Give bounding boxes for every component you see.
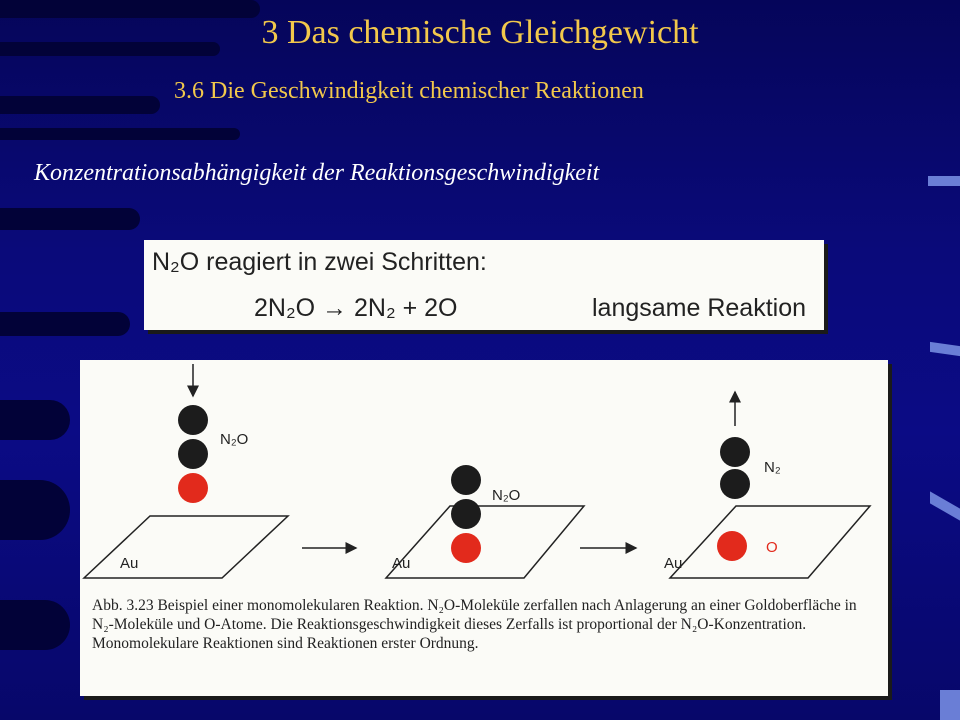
slide-subtitle: 3.6 Die Geschwindigkeit chemischer Reaktionen	[174, 78, 644, 104]
reaction-diagram	[80, 360, 888, 596]
equation-box	[144, 240, 824, 330]
nitrogen-atom	[178, 405, 208, 435]
background-stripe	[0, 480, 70, 540]
nitrogen-atom	[720, 437, 750, 467]
label-au-2: Au	[392, 555, 411, 572]
slide-title: 3 Das chemische Gleichgewicht	[261, 14, 699, 51]
oxygen-atom	[178, 473, 208, 503]
nitrogen-atom	[720, 469, 750, 499]
oxygen-atom	[717, 531, 747, 561]
background-stripe	[0, 400, 70, 440]
edge-stripe	[940, 690, 960, 720]
edge-stripe	[930, 491, 960, 520]
figure-box	[80, 360, 888, 696]
label-n2o-2: N₂O	[492, 487, 521, 504]
nitrogen-atom	[451, 465, 481, 495]
figure-caption: Abb. 3.23 Beispiel einer monomolekularen Reaktion. N₂O-Moleküle zerfallen nach Anlagerung an einer Goldoberfläche in N₂-Moleküle und O-Atome. Die Reaktionsgeschwindigkeit dieses Zerfalls ist proportional der N₂O-Konzentration. Monomolekulare Reaktionen sind Reaktionen erster Ordnung.	[92, 597, 857, 652]
background-stripe	[0, 128, 240, 140]
reaction-equation: 2N₂O → 2N₂ + 2O	[254, 294, 458, 322]
label-au-1: Au	[120, 555, 139, 572]
background-stripe	[0, 600, 70, 650]
nitrogen-atom	[178, 439, 208, 469]
background-stripe	[0, 96, 160, 114]
label-n2o-1: N₂O	[220, 431, 249, 448]
edge-stripe	[930, 342, 960, 356]
gold-surface-2	[386, 506, 584, 578]
background-stripe	[0, 312, 130, 336]
reaction-note: langsame Reaktion	[592, 294, 807, 322]
nitrogen-atom	[451, 499, 481, 529]
label-au-3: Au	[664, 555, 683, 572]
label-o: O	[766, 539, 778, 556]
edge-stripe	[928, 176, 960, 186]
background-stripe	[0, 208, 140, 230]
equation-intro: N₂O reagiert in zwei Schritten:	[152, 248, 487, 276]
section-heading: Konzentrationsabhängigkeit der Reaktionsgeschwindigkeit	[34, 160, 600, 186]
oxygen-atom	[451, 533, 481, 563]
gold-surface-1	[84, 516, 288, 578]
label-n2: N₂	[764, 459, 781, 476]
